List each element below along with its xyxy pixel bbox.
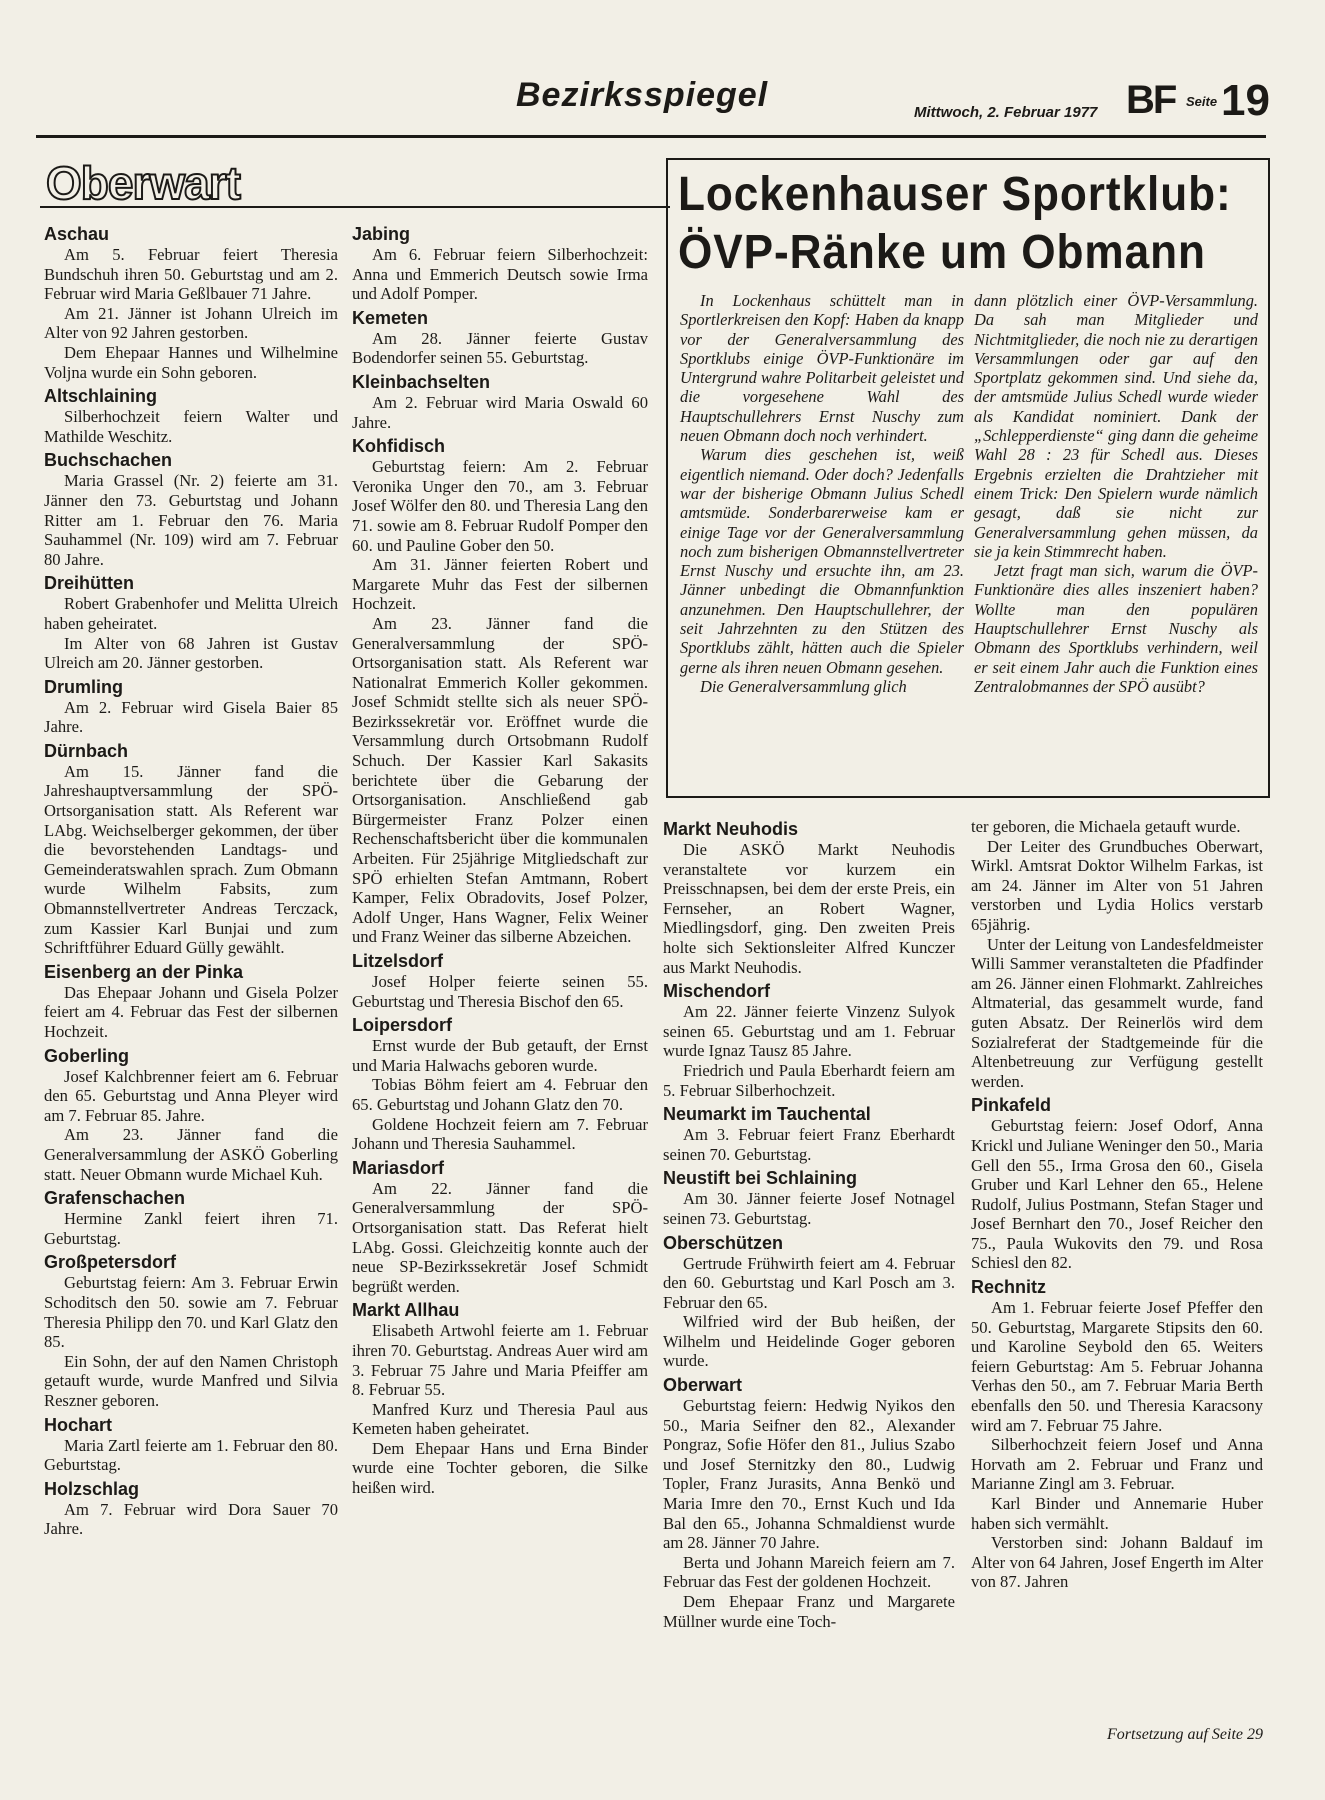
place-entry: [44, 449, 338, 569]
feature-paragraph: dann plötzlich einer ÖVP-Versammlung. Da sah man Mitglieder und Nichtmitglieder, die noch nie zu derartigen Versammlungen oder gar auf den Sportplatz gekommen sind. Und siehe da, der amtsmüde Julius Schedl wurde wieder als Kandidat nominiert. Dank der „Schlepperdienste“ ging dann die geheime Wahl 28 : 23 für Schedl aus. Dieses Ergebnis erzielten die Drahtzieher mit einem Trick: Den Spielern wurde nämlich gesagt, daß sie nicht zur Generalversammlung gehen müssen, da sie ja kein Stimmrecht haben.: [974, 291, 1258, 561]
place-heading: Neumarkt im Tauchental: [663, 1104, 871, 1125]
place-heading: Dürnbach: [44, 740, 129, 761]
place-heading: Markt Allhau: [352, 1300, 460, 1321]
region-title: Oberwart: [46, 157, 240, 209]
place-entry: [971, 1276, 1263, 1592]
column-4-entries: [971, 1094, 1263, 1592]
place-entry: [44, 385, 338, 446]
region-heading: [40, 158, 670, 208]
entry-paragraph: Elisabeth Artwohl feierte am 1. Februar ihren 70. Geburtstag. Andreas Auer wird am 3. Februar 75 Jahre und Maria Pfeiffer am 8. Februar 55.: [352, 1321, 648, 1400]
place-heading: Pinkafeld: [971, 1095, 1052, 1116]
entry-paragraph: Wilfried wird der Bub heißen, der Wilhelm und Heidelinde Goger geboren wurde.: [663, 1312, 955, 1371]
entry-paragraph: Silberhochzeit feiern Walter und Mathilde Weschitz.: [44, 407, 338, 446]
entry-paragraph: Der Leiter des Grundbuches Oberwart, Wirkl. Amtsrat Doktor Wilhelm Farkas, ist am 24. Jänner im Alter von 51 Jahren verstorben und Lydia Holics verstarb 65jährig.: [971, 836, 1263, 934]
entry-paragraph: Tobias Böhm feiert am 4. Februar den 65. Geburtstag und Johann Glatz den 70.: [352, 1075, 648, 1114]
place-heading: Aschau: [44, 224, 110, 244]
place-entry: [44, 676, 338, 737]
entry-paragraph: Ernst wurde der Bub getauft, der Ernst und Maria Halwachs geboren wurde.: [352, 1036, 648, 1075]
place-entry: [44, 961, 338, 1042]
place-entry: [971, 1094, 1263, 1273]
entry-paragraph: Am 22. Jänner feierte Vinzenz Sulyok seinen 65. Geburtstag und am 1. Februar wurde Ignaz Tausz 85 Jahre.: [663, 1002, 955, 1061]
page-number: 19: [1221, 76, 1270, 125]
entry-paragraph: Josef Kalchbrenner feiert am 6. Februar den 65. Geburtstag und Anna Pleyer wird am 7. Februar 85. Jahre.: [44, 1066, 338, 1125]
place-entry: [663, 980, 955, 1100]
place-heading: Loipersdorf: [352, 1015, 453, 1036]
place-heading: Holzschlag: [44, 1478, 140, 1499]
entry-paragraph: Am 22. Jänner fand die Generalversammlung der SPÖ-Ortsorganisation statt. Das Referat hielt LAbg. Gossi. Gleichzeitig konnte auch der neue SP-Bezirkssekretär Josef Schmidt begrüßt werden.: [352, 1178, 648, 1296]
entry-paragraph: Geburtstag feiern: Am 3. Februar Erwin Schoditsch den 50. sowie am 7. Februar Theresia Philipp den 70. und Karl Glatz den 85.: [44, 1273, 338, 1352]
entry-paragraph: Geburtstag feiern: Hedwig Nyikos den 50., Maria Seifner den 82., Alexander Pongraz, Sofie Höfer den 81., Julius Szabo und Josef Sternitzky den 80., Ludwig Topler, Franz Jurasits, Anna Benkö und Maria Imre den 70., Ernst Kuch und Ida Bal den 65., Johanna Schmaldienst wurde am 28. Jänner 70 Jahre.: [663, 1396, 955, 1553]
entry-paragraph: Am 2. Februar wird Gisela Baier 85 Jahre.: [44, 697, 338, 737]
place-entry: [663, 1167, 955, 1228]
place-heading: Buchschachen: [44, 450, 173, 471]
entry-paragraph: Ein Sohn, der auf den Namen Christoph getauft wurde, wurde Manfred und Silvia Reszner geboren.: [44, 1351, 338, 1410]
entry-paragraph: Goldene Hochzeit feiern am 7. Februar Johann und Theresia Sauhammel.: [352, 1114, 648, 1154]
feature-column-1: [680, 291, 964, 696]
entry-paragraph: Am 5. Februar feiert Theresia Bundschuh ihren 50. Geburtstag und am 2. Februar wird Maria Geßlbauer 71 Jahre.: [44, 245, 338, 304]
place-entry: [663, 818, 955, 977]
place-heading: Kleinbachselten: [352, 371, 491, 392]
entry-paragraph: Im Alter von 68 Jahren ist Gustav Ulreich am 20. Jänner gestorben.: [44, 633, 338, 673]
place-entry: [44, 223, 338, 382]
entry-paragraph: Am 7. Februar wird Dora Sauer 70 Jahre.: [44, 1499, 338, 1539]
feature-headline: [678, 166, 1232, 282]
entry-paragraph: Karl Binder und Annemarie Huber haben sich vermählt.: [971, 1494, 1263, 1533]
place-heading: Oberschützen: [663, 1232, 784, 1253]
place-entry: [44, 740, 338, 958]
place-entry: [352, 223, 648, 304]
entry-paragraph: Maria Grassel (Nr. 2) feierte am 31. Jänner den 73. Geburtstag und Johann Ritter am 1. Februar den 76. Maria Sauhammel (Nr. 109) wird am 7. Februar 80 Jahre.: [44, 471, 338, 569]
entry-paragraph: Dem Ehepaar Franz und Margarete Müllner wurde eine Toch-: [663, 1592, 955, 1631]
masthead: [36, 72, 1270, 138]
entry-paragraph: Dem Ehepaar Hannes und Wilhelmine Voljna wurde ein Sohn geboren.: [44, 342, 338, 382]
place-heading: Markt Neuhodis: [663, 819, 799, 839]
entry-paragraph: Geburtstag feiern: Josef Odorf, Anna Krickl und Juliane Weninger den 50., Maria Gell den 55., Irma Grosa den 60., Gisela Gruber und Karl Lehner den 65., Helene Rudolf, Julius Postmann, Stefan Stager und Josef Bernhart den 70., Josef Reicher den 75., Paula Wukovits den 79. und Rosa Schiesl den 82.: [971, 1116, 1263, 1273]
feature-paragraph: Die Generalversammlung glich: [700, 676, 907, 696]
entry-paragraph: Am 31. Jänner feierten Robert und Margarete Muhr das Fest der silbernen Hochzeit.: [352, 555, 648, 614]
place-heading: Grafenschachen: [44, 1188, 186, 1209]
place-entry: [44, 572, 338, 672]
place-heading: Goberling: [44, 1045, 129, 1066]
place-heading: Mischendorf: [663, 981, 771, 1002]
headline-line-1: Lockenhauser Sportklub:: [678, 168, 1232, 221]
entry-paragraph: Am 30. Jänner feierte Josef Notnagel seinen 73. Geburtstag.: [663, 1189, 955, 1228]
entry-paragraph: Verstorben sind: Johann Baldauf im Alter von 64 Jahren, Josef Engerth im Alter von 87. Jahren: [971, 1533, 1263, 1592]
place-heading: Hochart: [44, 1414, 113, 1435]
entry-paragraph: Am 15. Jänner fand die Jahreshauptversammlung der SPÖ-Ortsorganisation statt. Als Referent war LAbg. Weichselberger gekommen, der über die bevorstehenden Landtags- und Gemeinderatswahlen sprach. Zum Obmann wurde Wilhelm Fabsits, zum Obmannstellvertreter Andreas Terczack, zum Kassier Karl Bunjai und zum Schriftführer Eduard Gülly gewählt.: [44, 761, 338, 958]
continued-entry: [971, 817, 1263, 1091]
place-heading: Kohfidisch: [352, 436, 445, 457]
continuation-note: Fortsetzung auf Seite 29: [1107, 1726, 1263, 1743]
entry-paragraph: Am 28. Jänner feierte Gustav Bodendorfer seinen 55. Geburtstag.: [352, 328, 648, 368]
entry-paragraph: Am 23. Jänner fand die Generalversammlung der ASKÖ Goberling statt. Neuer Obmann wurde Michael Kuh.: [44, 1125, 338, 1184]
feature-paragraph: In Lockenhaus schüttelt man in Sportlerkreisen den Kopf: Haben da knapp vor der Generalversammlung des Sportklubs einige ÖVP-Funktionäre im Untergrund wahre Politarbeit geleistet und die vorgesehene Wahl des Hauptschullehrers Ernst Nuschy zum neuen Obmann doch noch verhindert.: [680, 291, 964, 446]
place-heading: Mariasdorf: [352, 1157, 445, 1178]
place-heading: Neustift bei Schlaining: [663, 1168, 858, 1189]
entry-paragraph: Am 3. Februar feiert Franz Eberhardt seinen 70. Geburtstag.: [663, 1125, 955, 1164]
column-3: [663, 817, 955, 1634]
place-entry: [352, 1157, 648, 1297]
column-4: [971, 817, 1263, 1595]
entry-paragraph: ter geboren, die Michaela getauft wurde.: [971, 817, 1241, 836]
issue-date: Mittwoch, 2. Februar 1977: [914, 104, 1098, 121]
place-heading: Dreihütten: [44, 573, 134, 594]
entry-paragraph: Am 23. Jänner fand die Generalversammlung der SPÖ-Ortsorganisation statt. Als Referent war Nationalrat Emmerich Koller gekommen. Josef Schmidt stellte sich als neuer SPÖ-Bezirkssekretär vor. Eröffnet wurde die Versammlung durch Ortsobmann Rudolf Schuch. Der Kassier Karl Sakasits berichtete über die Gebarung der Ortsorganisation. Anschließend gab Bürgermeister Franz Polzer einen Rechenschaftsbericht über die kommunalen Arbeiten. Für 25jährige Mitgliedschaft zur SPÖ erhielten Stefan Amtmann, Robert Kamper, Felix Obradovits, Josef Polzer, Adolf Unger, Hans Wagner, Felix Weiner und Franz Weiner das silberne Abzeichen.: [352, 613, 648, 947]
entry-paragraph: Die ASKÖ Markt Neuhodis veranstaltete vor kurzem ein Preisschnapsen, bei dem der erste Preis, ein Fernseher, an Robert Wagner, Miedlingsdorf, ging. Den zweiten Preis holte sich Sektionsleiter Alfred Kunczer aus Markt Neuhodis.: [663, 840, 955, 977]
place-heading: Litzelsdorf: [352, 951, 444, 971]
entry-paragraph: Dem Ehepaar Hans und Erna Binder wurde eine Tochter geboren, die Silke heißen wird.: [352, 1438, 648, 1498]
place-entry: [44, 1045, 338, 1185]
headline-line-2: ÖVP-Ränke um Obmann: [678, 226, 1206, 279]
column-1: [44, 222, 338, 1542]
column-2: [352, 222, 648, 1501]
place-entry: [352, 371, 648, 432]
place-entry: [352, 435, 648, 947]
place-heading: Großpetersdorf: [44, 1252, 177, 1273]
entry-paragraph: Josef Holper feierte seinen 55. Geburtstag und Theresia Bischof den 65.: [352, 972, 648, 1011]
entry-paragraph: Am 6. Februar feiern Silberhochzeit: Anna und Emmerich Deutsch sowie Irma und Adolf Pomper.: [352, 245, 648, 304]
place-entry: [663, 1232, 955, 1372]
page-label: Seite: [1186, 94, 1218, 109]
entry-paragraph: Manfred Kurz und Theresia Paul aus Kemeten haben geheiratet.: [352, 1399, 648, 1439]
place-heading: Altschlaining: [44, 386, 158, 407]
entry-paragraph: Unter der Leitung von Landesfeldmeister Willi Sammer veranstalteten die Pfadfinder am 26. Jänner einen Flohmarkt. Zahlreiches Altmaterial, das gesammelt wurde, fand guten Absatz. Der Reinerlös wird dem Sozialreferat der Stadtgemeinde für die Altenbetreuung zur Verfügung gestellt werden.: [971, 934, 1263, 1091]
entry-paragraph: Silberhochzeit feiern Josef und Anna Horvath am 2. Februar und Franz und Marianne Zingl am 3. Februar.: [971, 1435, 1263, 1494]
entry-paragraph: Berta und Johann Mareich feiern am 7. Februar das Fest der goldenen Hochzeit.: [663, 1552, 955, 1592]
place-entry: [44, 1478, 338, 1539]
feature-paragraph: Jetzt fragt man sich, warum die ÖVP-Funktionäre dies alles inszeniert haben? Wollte man den populären Hauptschullehrer Ernst Nuschy als Obmann des Sportklubs verhindern, weil er seit einem Jahr auch die Funktion eines Zentralobmannes der SPÖ ausübt?: [974, 561, 1258, 696]
place-entry: [663, 1374, 955, 1631]
entry-paragraph: Am 1. Februar feierte Josef Pfeffer den 50. Geburtstag, Margarete Stipsits den 60. und Karoline Seybold den 65. Weiters feiern Geburtstag: Am 5. Februar Johanna Verhas den 50., am 7. Februar Maria Berth ebenfalls den 50. und Theresia Karacsony wird am 7. Februar 75 Jahre.: [971, 1298, 1263, 1435]
section-title: Bezirksspiegel: [516, 76, 769, 114]
entry-paragraph: Am 2. Februar wird Maria Oswald 60 Jahre.: [352, 392, 648, 432]
feature-paragraph: Warum dies geschehen ist, weiß eigentlich niemand. Oder doch? Jedenfalls war der bisherige Obmann Julius Schedl amtsmüde. Sonderbarerweise kam er einige Tage vor der Generalversammlung noch zum bisherigen Obmannstellvertreter Ernst Nuschy und ersuchte ihn, am 23. Jänner unbedingt die Obmannfunktion anzunehmen. Den Hauptschullehrer, der seit Jahrzehnten zu den Stützen des Sportklubs zählt, hätten auch die Spieler gerne als ihren neuen Obmann gesehen.: [680, 445, 964, 677]
place-heading: Eisenberg an der Pinka: [44, 961, 244, 982]
entry-paragraph: Geburtstag feiern: Am 2. Februar Veronika Unger den 70., am 3. Februar Josef Wölfer den 80. und Theresia Lang den 71. sowie am 8. Februar Rudolf Pomper den 60. und Pauline Gober den 50.: [352, 457, 648, 555]
place-heading: Jabing: [352, 224, 411, 244]
place-entry: [663, 1103, 955, 1164]
place-heading: Rechnitz: [971, 1277, 1047, 1298]
place-entry: [352, 1299, 648, 1497]
place-entry: [44, 1187, 338, 1248]
place-entry: [352, 307, 648, 368]
entry-paragraph: Robert Grabenhofer und Melitta Ulreich haben geheiratet.: [44, 594, 338, 633]
feature-column-2: [974, 291, 1258, 696]
place-entry: [44, 1414, 338, 1475]
place-entry: [352, 950, 648, 1011]
feature-article: [666, 158, 1270, 798]
entry-paragraph: Friedrich und Paula Eberhardt feiern am 5. Februar Silberhochzeit.: [663, 1060, 955, 1100]
place-entry: [352, 1014, 648, 1154]
entry-paragraph: Das Ehepaar Johann und Gisela Polzer feiert am 4. Februar das Fest der silbernen Hochzeit.: [44, 982, 338, 1041]
place-heading: Oberwart: [663, 1375, 743, 1396]
entry-paragraph: Maria Zartl feierte am 1. Februar den 80. Geburtstag.: [44, 1435, 338, 1475]
entry-paragraph: Hermine Zankl feiert ihren 71. Geburtstag.: [44, 1209, 338, 1248]
place-heading: Drumling: [44, 676, 123, 697]
entry-paragraph: Gertrude Frühwirth feiert am 4. Februar den 60. Geburtstag und Karl Posch am 3. Februar den 65.: [663, 1253, 955, 1312]
place-entry: [44, 1251, 338, 1410]
place-heading: Kemeten: [352, 307, 429, 328]
entry-paragraph: Am 21. Jänner ist Johann Ulreich im Alter von 92 Jahren gestorben.: [44, 303, 338, 343]
newspaper-brand: BF: [1126, 78, 1176, 122]
